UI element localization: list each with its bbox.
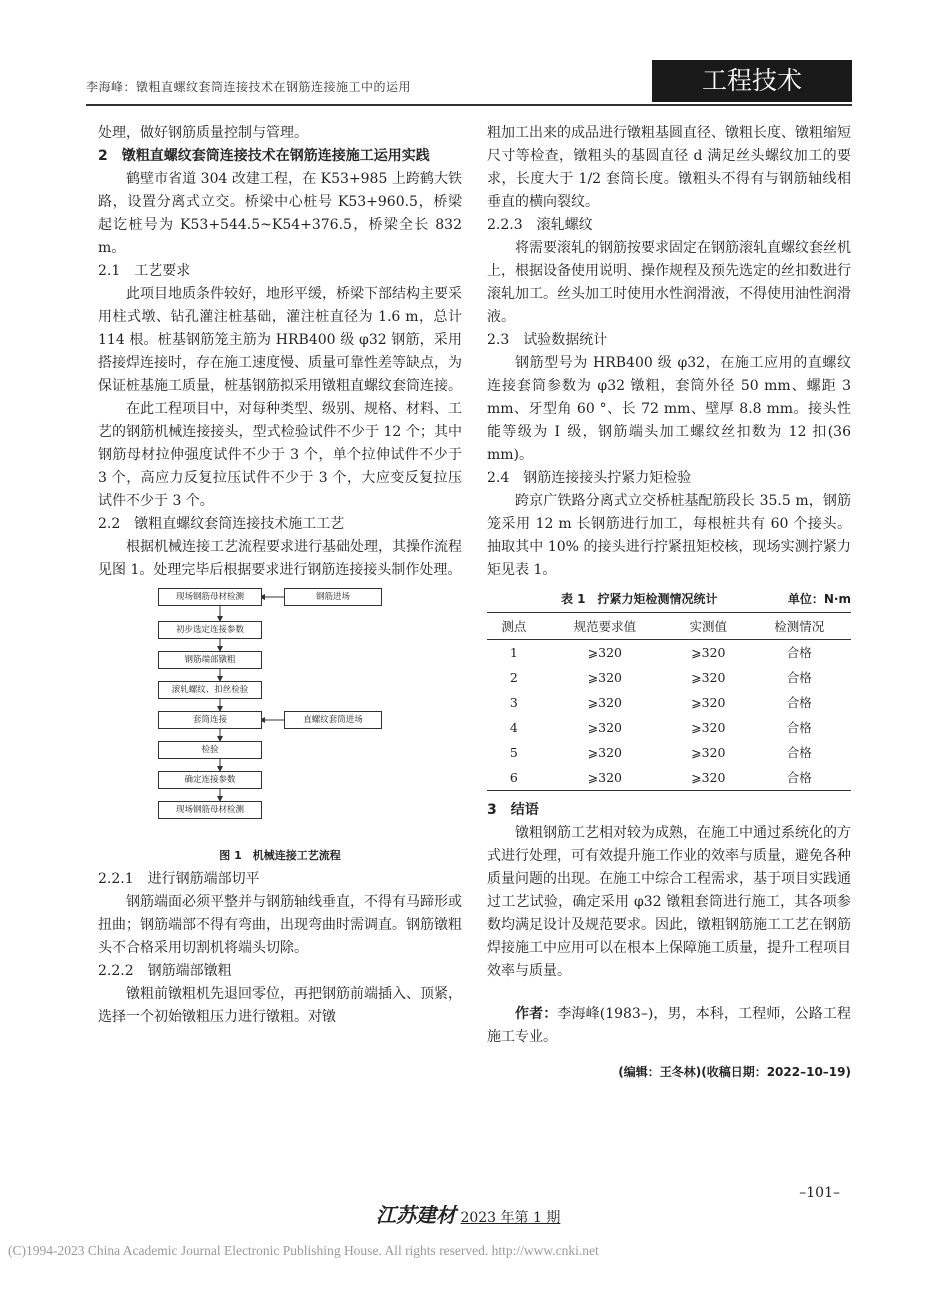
header-rule [86, 104, 852, 106]
running-title: 李海峰：镦粗直螺纹套筒连接技术在钢筋连接施工中的运用 [86, 80, 412, 94]
table-unit: 单位：N·m [787, 592, 851, 606]
table-header: 测点 [487, 613, 541, 640]
author-label: 作者： [515, 1006, 558, 1022]
flow-step-1: 现场钢筋母材检测 [158, 588, 262, 606]
table-cell: 4 [509, 720, 518, 735]
table-header: 规范要求值 [541, 613, 669, 640]
copyright-notice: (C)1994-2023 China Academic Journal Electronic Publishing House. All rights reserved. http://www.cnki.net [8, 1243, 599, 1258]
section-heading-3: 3 结语 [487, 802, 539, 818]
left-column [98, 122, 462, 1029]
paragraph: 钢筋型号为 HRB400 级 φ32，在施工应用的直螺纹连接套筒参数为 φ32 镦粗，套筒外径 50 mm、螺距 3 mm、牙型角 60 °、长 72 mm、壁厚 8.8 mm。接头性能等级为 Ⅰ 级，钢筋端头加工螺纹丝扣数为 12 扣(36 mm)。 [487, 355, 851, 463]
table-cell: 2 [509, 670, 518, 685]
figure-caption: 图 1 机械连接工艺流程 [219, 849, 341, 862]
paragraph: 将需要滚轧的钢筋按要求固定在钢筋滚轧直螺纹套丝机上，根据设备使用说明、操作规程及预先选定的丝扣数进行滚轧加工。丝头加工时使用水性润滑液，不得使用油性润滑液。 [487, 240, 851, 325]
journal-issue: 2023 年第 1 期 [460, 1210, 561, 1226]
paragraph: 在此工程项目中，对每种类型、级别、规格、材料、工艺的钢筋机械连接接头，型式检验试件不少于 12 个；其中钢筋母材拉伸强度试件不少于 3 个，单个拉伸试件不少于 3 个，高应力反复拉压试件不少于 3 个，大应变反复拉压试件不少于 3 个。 [98, 401, 462, 509]
table-caption: 表 1 拧紧力矩检测情况统计 [561, 592, 718, 606]
table-cell: ⩾320 [587, 645, 623, 660]
paragraph: 根据机械连接工艺流程要求进行基础处理，其操作流程见图 1。处理完毕后根据要求进行钢筋连接接头制作处理。 [98, 539, 462, 578]
subsection-heading-2-2: 2.2 镦粗直螺纹套筒连接技术施工工艺 [98, 516, 345, 532]
section-heading-2: 2 镦粗直螺纹套筒连接技术在钢筋连接施工运用实践 [98, 148, 430, 164]
table-cell: ⩾320 [587, 670, 623, 685]
paragraph: 镦粗前镦粗机先退回零位，再把钢筋前端插入、顶紧，选择一个初始镦粗压力进行镦粗。对镦 [98, 986, 462, 1025]
table-row [487, 665, 851, 690]
flow-step-2: 初步选定连接参数 [158, 621, 262, 639]
torque-table [487, 612, 851, 791]
table-row [487, 690, 851, 715]
table-cell: ⩾320 [691, 670, 726, 685]
table-header: 检测情况 [748, 613, 851, 640]
table-cell: 合格 [786, 720, 812, 735]
editor-note: (编辑：王冬林)(收稿日期：2022–10–19) [618, 1065, 851, 1079]
paragraph: 此项目地质条件较好，地形平缓，桥梁下部结构主要采用柱式墩、钻孔灌注桩基础，灌注桩直径为 1.6 m，总计 114 根。桩基钢筋笼主筋为 HRB400 级 φ32 钢筋，采用搭接焊连接时，存在施工速度慢、质量可靠性差等缺点，为保证桩基施工质量，桩基钢筋拟采用镦粗直螺纹套筒连接。 [98, 286, 462, 394]
paragraph: 镦粗钢筋工艺相对较为成熟，在施工中通过系统化的方式进行处理，可有效提升施工作业的效率与质量，避免各种质量问题的出现。在施工中综合工程需求，基于项目实践通过工艺试验，确定采用 φ32 镦粗套筒进行施工，其各项参数均满足设计及规范要求。因此，镦粗钢筋施工工艺在钢筋焊接施工中应用可以在根本上保障施工质量，提升工程项目效率与质量。 [487, 825, 851, 979]
flowchart-arrows [98, 588, 462, 868]
table-cell: ⩾320 [691, 645, 726, 660]
subsection-heading-2-2-3: 2.2.3 滚轧螺纹 [487, 217, 593, 233]
table-row [487, 765, 851, 791]
flow-step-4: 滚轧螺纹、扣丝检验 [158, 681, 262, 699]
table-cell: ⩾320 [541, 765, 669, 791]
journal-logo: 江苏建材 [376, 1203, 456, 1227]
page-number: –101– [799, 1185, 840, 1201]
flow-step-5: 套筒连接 [158, 711, 262, 729]
table-cell: 合格 [786, 745, 812, 760]
table-cell: ⩾320 [691, 695, 726, 710]
table-caption-row [487, 588, 851, 610]
paragraph: 粗加工出来的成品进行镦粗基圆直径、镦粗长度、镦粗缩短尺寸等检查，镦粗头的基圆直径 d 满足丝头螺纹加工的要求，长度大于 1/2 套筒长度。镦粗头不得有与钢筋轴线相垂直的横向裂纹。 [487, 125, 851, 210]
table-cell: 合格 [786, 645, 812, 660]
table-cell: 3 [509, 695, 518, 710]
flow-step-3: 钢筋端部镦粗 [158, 651, 262, 669]
flow-step-7: 确定连接参数 [158, 771, 262, 789]
table-row [487, 740, 851, 765]
author-info [487, 1003, 851, 1049]
table-cell: ⩾320 [587, 720, 623, 735]
subsection-heading-2-4: 2.4 钢筋连接接头拧紧力矩检验 [487, 470, 692, 486]
table-cell: 合格 [786, 670, 812, 685]
subsection-heading-2-2-2: 2.2.2 钢筋端部镦粗 [98, 963, 232, 979]
paragraph: 钢筋端面必须平整并与钢筋轴线垂直，不得有马蹄形或扭曲；钢筋端部不得有弯曲，出现弯曲时需调直。钢筋镦粗头不合格采用切割机将端头切除。 [98, 894, 462, 956]
subsection-heading-2-2-1: 2.2.1 进行钢筋端部切平 [98, 871, 260, 887]
subsection-heading-2-3: 2.3 试验数据统计 [487, 332, 608, 348]
table-row [487, 715, 851, 740]
section-label: 工程技术 [652, 60, 852, 102]
paragraph: 跨京广铁路分离式立交桥桩基配筋段长 35.5 m，钢筋笼采用 12 m 长钢筋进行加工，每根桩共有 60 个接头。抽取其中 10% 的接头进行拧紧扭矩校核，现场实测拧紧力矩见表 1。 [487, 493, 851, 578]
table-cell: ⩾320 [587, 695, 623, 710]
subsection-heading-2-1: 2.1 工艺要求 [98, 263, 191, 279]
table-cell: 6 [487, 765, 541, 791]
paragraph: 处理，做好钢筋质量控制与管理。 [98, 125, 308, 141]
table-header: 实测值 [669, 613, 748, 640]
paragraph: 鹤壁市省道 304 改建工程，在 K53+985 上跨鹤大铁路，设置分离式立交。桥梁中心桩号 K53+960.5，桥梁起讫桩号为 K53+544.5~K54+376.5，桥梁全长 832 m。 [98, 171, 462, 256]
table-row [487, 640, 851, 666]
journal-footer [376, 1199, 560, 1228]
table-cell: ⩾320 [691, 745, 726, 760]
table-cell: 合格 [748, 765, 851, 791]
table-cell: 5 [509, 745, 518, 760]
flow-side-sleeve-arrival: 直螺纹套筒进场 [284, 711, 382, 729]
table-cell: ⩾320 [669, 765, 748, 791]
table-header-row [487, 613, 851, 640]
flowchart [98, 588, 462, 868]
table-cell: 合格 [786, 695, 812, 710]
table-cell: ⩾320 [691, 720, 726, 735]
flow-step-6: 检验 [158, 741, 262, 759]
table-cell: ⩾320 [587, 745, 623, 760]
flow-step-8: 现场钢筋母材检测 [158, 801, 262, 819]
table-cell: 1 [509, 645, 518, 660]
right-column [487, 122, 851, 1084]
flow-side-rebar-arrival: 钢筋进场 [284, 588, 382, 606]
author-text: 李海峰(1983–)，男，本科，工程师，公路工程施工专业。 [487, 1006, 851, 1045]
